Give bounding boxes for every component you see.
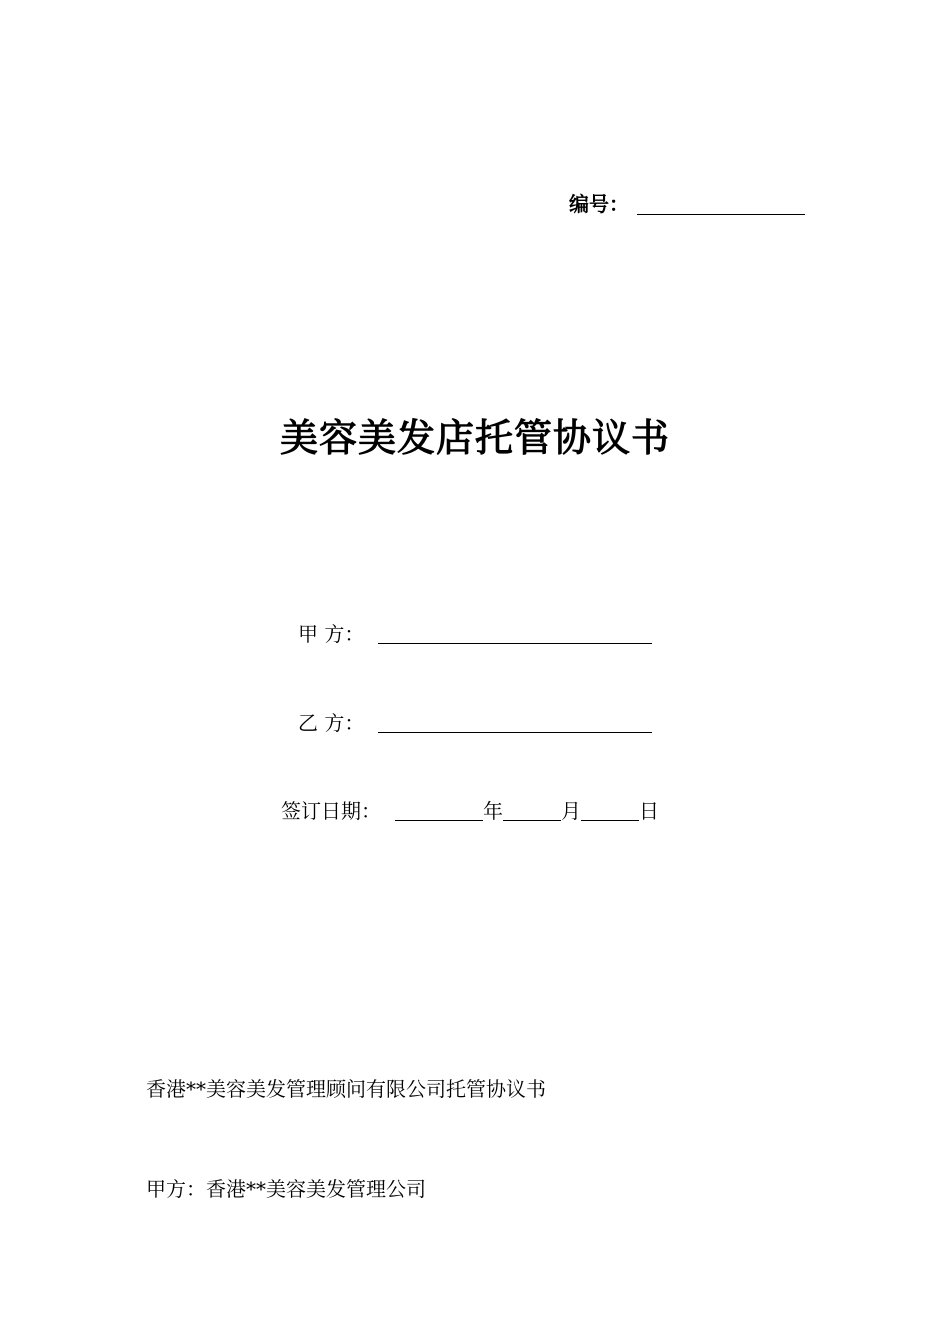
year-blank bbox=[395, 820, 483, 821]
day-label: 日 bbox=[639, 799, 659, 823]
party-a-label: 甲 方： bbox=[298, 622, 365, 646]
serial-number-label: 编号： bbox=[569, 192, 629, 216]
document-title: 美容美发店托管协议书 bbox=[279, 416, 670, 460]
day-blank bbox=[581, 820, 639, 821]
party-a-blank bbox=[378, 643, 652, 644]
serial-number-blank bbox=[637, 214, 805, 215]
sign-date-label: 签订日期： bbox=[281, 799, 381, 823]
sign-date-row bbox=[281, 797, 659, 825]
party-b-blank bbox=[378, 732, 652, 733]
month-blank bbox=[503, 820, 561, 821]
agreement-heading: 香港**美容美发管理顾问有限公司托管协议书 bbox=[146, 1077, 546, 1101]
party-a-statement: 甲方：香港**美容美发管理公司 bbox=[146, 1177, 426, 1201]
party-b-label: 乙 方： bbox=[298, 711, 365, 735]
year-label: 年 bbox=[483, 799, 503, 823]
month-label: 月 bbox=[561, 799, 581, 823]
